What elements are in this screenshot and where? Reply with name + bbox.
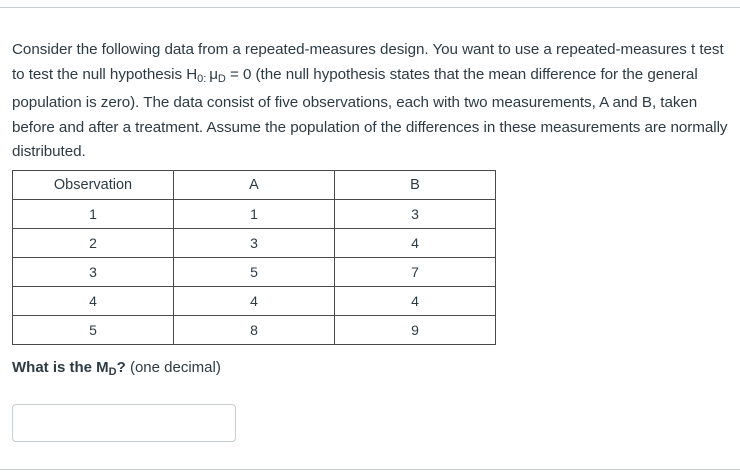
table-cell: 5 bbox=[13, 316, 174, 345]
column-header: A bbox=[174, 171, 335, 200]
table-cell: 8 bbox=[174, 316, 335, 345]
question-part2: = 0 (the null hypothesis states that the mean difference for the general population is zero). The data consist of five observations, each with two measurements, A and B, taken before and after a treatment. Assume the population of the differences in these measurements are normally distributed. bbox=[12, 65, 728, 160]
table-cell: 3 bbox=[335, 200, 496, 229]
table-header-row bbox=[13, 171, 496, 200]
table-cell: 7 bbox=[335, 258, 496, 287]
prompt-main: What is the M bbox=[12, 359, 109, 376]
column-header: B bbox=[335, 171, 496, 200]
data-table bbox=[12, 170, 496, 345]
answer-prompt bbox=[12, 357, 221, 383]
table-row bbox=[13, 229, 496, 258]
prompt-question-mark: ? bbox=[116, 359, 126, 376]
table-cell: 1 bbox=[174, 200, 335, 229]
mu-subscript: D bbox=[217, 72, 226, 85]
question-part1: Consider the following data from a repeated-measures design. You want to use a repeated-measures t test to test the null hypothesis H bbox=[12, 41, 724, 83]
table-cell: 3 bbox=[13, 258, 174, 287]
table-row bbox=[13, 200, 496, 229]
table-cell: 3 bbox=[174, 229, 335, 258]
table-cell: 5 bbox=[174, 258, 335, 287]
table-cell: 2 bbox=[13, 229, 174, 258]
answer-input[interactable] bbox=[12, 404, 236, 442]
top-divider bbox=[0, 7, 740, 8]
table-cell: 4 bbox=[335, 229, 496, 258]
prompt-subscript: D bbox=[108, 366, 117, 378]
question-text bbox=[12, 38, 736, 165]
column-header: Observation bbox=[13, 171, 174, 200]
table-cell: 1 bbox=[13, 200, 174, 229]
table-cell: 9 bbox=[335, 316, 496, 345]
bottom-divider bbox=[0, 469, 740, 470]
null-hypothesis-subscript: 0: bbox=[197, 72, 210, 85]
table-row bbox=[13, 258, 496, 287]
table-cell: 4 bbox=[13, 287, 174, 316]
mu-symbol: μ bbox=[209, 65, 218, 83]
table-cell: 4 bbox=[335, 287, 496, 316]
table-row bbox=[13, 287, 496, 316]
table-row bbox=[13, 316, 496, 345]
table-cell: 4 bbox=[174, 287, 335, 316]
prompt-hint: (one decimal) bbox=[125, 359, 221, 376]
